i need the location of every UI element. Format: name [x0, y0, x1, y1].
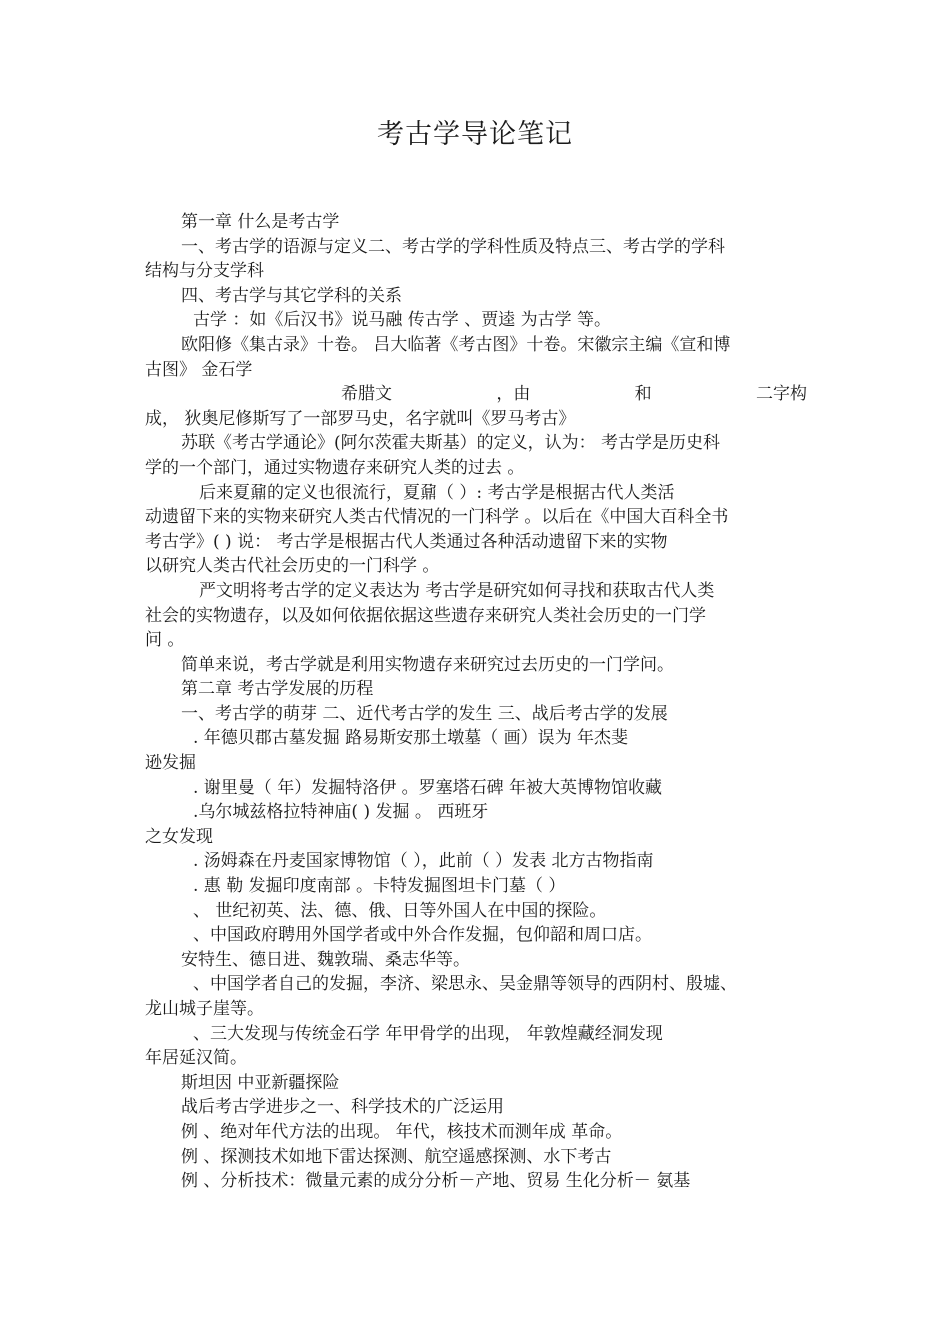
chapter-heading: 第一章 什么是考古学 — [181, 212, 340, 232]
paragraph-line: 战后考古学进步之一、科学技术的广泛运用 — [181, 1097, 504, 1118]
justified-word: 和 — [634, 384, 652, 405]
paragraph-line: 成， 狄奥尼修斯写了一部罗马史，名字就叫《罗马考古》 — [145, 408, 576, 429]
paragraph-line: . 谢里曼（ 年）发掘特洛伊 。罗塞塔石碑 年被大英博物馆收藏 — [193, 777, 663, 798]
paragraph-line: 严文明将考古学的定义表达为 考古学是研究如何寻找和获取古代人类 — [199, 580, 715, 601]
paragraph-line: 一、考古学的萌芽 二、近代考古学的发生 三、战后考古学的发展 — [181, 703, 668, 724]
justified-word: 二字构 — [755, 384, 807, 405]
paragraph-line: 古图》 金石学 — [145, 359, 253, 380]
paragraph-line: 龙山城子崖等。 — [145, 999, 264, 1019]
paragraph-line: 欧阳修《集古录》十卷。 吕大临著《考古图》十卷。宋徽宗主编《宣和博 — [181, 334, 731, 355]
paragraph-line: 考古学》( ) 说： 考古学是根据古代人类通过各种活动遗留下来的实物 — [145, 531, 668, 552]
paragraph-line: 年居延汉简。 — [145, 1048, 247, 1069]
paragraph-line: 社会的实物遗存，以及如何依据依据这些遗存来研究人类社会历史的一门学 — [145, 605, 706, 626]
paragraph-line: . 汤姆森在丹麦国家博物馆（ ），此前（ ）发表 北方古物指南 — [193, 851, 654, 872]
paragraph-line: 斯坦因 中亚新疆探险 — [181, 1072, 340, 1093]
paragraph-line: .乌尔城兹格拉特神庙( ) 发掘 。 西班牙 — [193, 802, 489, 823]
paragraph-line: . 惠 勒 发掘印度南部 。卡特发掘图坦卡门墓（ ） — [193, 876, 566, 897]
paragraph-line: 、中国学者自己的发掘，李济、梁思永、吴金鼎等领导的西阴村、殷墟、 — [193, 974, 737, 995]
paragraph-line: 例 、分析技术：微量元素的成分分析－产地、贸易 生化分析－ 氨基 — [181, 1171, 691, 1192]
justified-line — [145, 382, 807, 407]
paragraph-line: 学的一个部门，通过实物遗存来研究人类的过去 。 — [145, 457, 525, 478]
paragraph-line: 之女发现 — [145, 826, 213, 847]
paragraph-line: 、 世纪初英、法、德、俄、日等外国人在中国的探险。 — [193, 900, 607, 921]
document-body — [145, 210, 807, 1194]
paragraph-line: 四、考古学与其它学科的关系 — [181, 285, 402, 306]
paragraph-line: 一、考古学的语源与定义二、考古学的学科性质及特点三、考古学的学科 — [181, 236, 725, 257]
paragraph-line: 例 、绝对年代方法的出现。 年代，核技术而测年成 革命。 — [181, 1121, 623, 1142]
paragraph-line: 逊发掘 — [145, 753, 196, 774]
chapter-heading: 第二章 考古学发展的历程 — [181, 679, 374, 700]
paragraph-line: 例 、探测技术如地下雷达探测、航空遥感探测、水下考古 — [181, 1146, 612, 1167]
paragraph-line: 以研究人类古代社会历史的一门科学 。 — [145, 556, 440, 577]
paragraph-line: 动遗留下来的实物来研究人类古代情况的一门科学 。以后在《中国大百科全书 — [145, 507, 729, 528]
paragraph-line: 问 。 — [145, 630, 185, 651]
paragraph-line: 古学 ：如《后汉书》说马融 传古学 、贾逵 为古学 等。 — [193, 310, 612, 331]
document-title: 考古学导论笔记 — [377, 119, 573, 150]
paragraph-line: . 年德贝郡古墓发掘 路易斯安那土墩墓（ 画）误为 年杰斐 — [193, 728, 629, 749]
paragraph-line: 苏联《考古学通论》(阿尔茨霍夫斯基）的定义，认为： 考古学是历史科 — [181, 433, 721, 454]
paragraph-line: 简单来说，考古学就是利用实物遗存来研究过去历史的一门学问。 — [181, 654, 674, 675]
paragraph-line: 后来夏鼐的定义也很流行，夏鼐（ ）: 考古学是根据古代人类活 — [199, 482, 675, 503]
paragraph-line: 结构与分支学科 — [145, 261, 264, 282]
paragraph-line: 安特生、德日进、魏敦瑞、桑志华等。 — [181, 949, 470, 970]
justified-word: 希腊文 — [341, 384, 392, 405]
justified-word: ，由 — [496, 384, 531, 405]
paragraph-line: 、中国政府聘用外国学者或中外合作发掘，包仰韶和周口店。 — [193, 925, 652, 946]
paragraph-line: 、三大发现与传统金石学 年甲骨学的出现， 年敦煌藏经洞发现 — [193, 1023, 663, 1044]
